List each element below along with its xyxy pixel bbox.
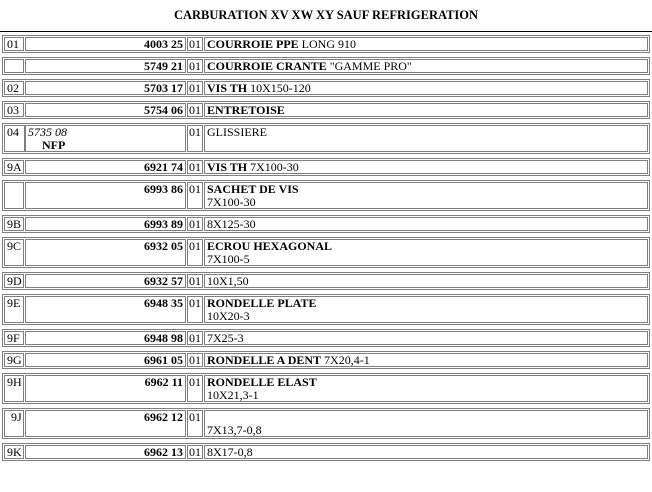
part-ref: 6993 86 [25,182,186,209]
table-row [2,57,650,75]
part-desc [204,125,648,152]
table-row [2,79,650,97]
row-index: 01 [4,37,24,51]
part-desc [204,296,648,323]
part-desc [204,160,648,174]
part-detail: "GAMME PRO" [329,59,412,73]
part-detail: 7X100-30 [250,160,299,174]
part-ref: 5703 17 [25,81,186,95]
row-index: 04 [4,125,25,152]
row-index: 03 [4,103,24,117]
part-name: RONDELLE A DENT [207,353,322,367]
row-index: 9H [4,375,24,402]
page-title: CARBURATION XV XW XY SAUF REFRIGERATION [0,0,652,32]
row-index: 9C [4,239,24,266]
table-row [2,329,650,347]
table-row [2,373,650,404]
part-detail: 10X150-120 [250,81,311,95]
part-name: RONDELLE ELAST [207,375,317,389]
part-detail: 7X100-5 [207,252,250,266]
table-row [2,123,650,154]
part-qty: 01 [189,81,201,95]
row-index: 9F [4,331,24,345]
row-index: 02 [4,81,24,95]
part-name: RONDELLE PLATE [207,296,317,310]
part-qty: 01 [189,37,201,51]
part-desc [204,331,648,345]
part-detail: LONG 910 [301,37,356,51]
table-row [2,180,650,211]
part-qty: 01 [189,59,201,73]
part-qty: 01 [189,217,201,231]
part-desc [204,59,648,73]
row-index [4,59,24,73]
part-detail: 8X125-30 [207,217,256,231]
part-qty: 01 [189,445,201,459]
part-ref: 6948 98 [25,331,186,345]
part-desc [204,239,648,266]
row-index: 9D [4,274,24,288]
part-detail: 10X20-3 [207,309,250,323]
part-desc [204,274,648,288]
part-desc [204,182,648,209]
part-ref: 4003 25 [25,37,186,51]
part-ref: 6948 35 [25,296,186,323]
part-detail: 10X1,50 [207,274,249,288]
part-desc [204,103,648,117]
part-detail: 7X20,4-1 [324,353,370,367]
part-detail: 10X21,3-1 [207,388,259,402]
part-qty: 01 [187,410,203,437]
part-ref: 5735 08 [28,125,67,139]
part-name: ENTRETOISE [207,103,285,117]
part-detail: 7X25-3 [207,331,244,345]
row-index: 9K [4,445,24,459]
part-qty: 01 [189,160,201,174]
part-desc [204,445,648,459]
part-desc [204,81,648,95]
part-detail: 7X13,7-0,8 [207,423,262,437]
part-ref: 6962 13 [25,445,186,459]
row-index: 9B [4,217,24,231]
table-row [2,443,650,461]
table-row [2,237,650,268]
part-qty: 01 [187,296,203,323]
part-desc [204,353,648,367]
part-ref: 6962 11 [25,375,186,402]
row-index: 9J [4,410,24,437]
part-name: VIS TH [207,160,248,174]
part-qty: 01 [187,182,203,209]
part-ref: 6932 05 [25,239,186,266]
table-row [2,408,650,439]
part-desc [204,37,648,51]
part-detail: 7X100-30 [207,195,256,209]
row-index [4,182,24,209]
part-qty: 01 [187,239,203,266]
part-qty: 01 [189,331,201,345]
table-row [2,351,650,369]
part-ref: 6961 05 [25,353,186,367]
row-index: 9G [4,353,24,367]
nfp-note: NFP [42,138,66,152]
part-ref: 6932 57 [25,274,186,288]
part-qty: 01 [187,375,203,402]
part-name: COURROIE PPE [207,37,299,51]
part-ref: 6921 74 [25,160,186,174]
part-qty: 01 [189,103,201,117]
part-desc [204,375,648,402]
part-ref: 6962 12 [25,410,186,437]
table-row [2,101,650,119]
part-ref: 5749 21 [25,59,186,73]
part-name: GLISSIERE [207,125,267,139]
part-name: VIS TH [207,81,248,95]
table-row [2,272,650,290]
part-qty: 01 [189,353,201,367]
part-desc [204,217,648,231]
table-row [2,294,650,325]
part-qty: 01 [189,274,201,288]
part-ref: 6993 89 [25,217,186,231]
part-detail: 8X17-0,8 [207,445,253,459]
part-desc [204,410,648,437]
part-name: ECROU HEXAGONAL [207,239,333,253]
parts-table [2,35,650,465]
part-ref: 5754 06 [25,103,186,117]
table-row [2,35,650,53]
part-name: COURROIE CRANTE [207,59,327,73]
table-row [2,158,650,176]
table-row [2,215,650,233]
row-index: 9E [4,296,24,323]
part-qty: 01 [187,125,203,152]
row-index: 9A [4,160,24,174]
part-name: SACHET DE VIS [207,182,299,196]
part-ref-cell [25,125,186,152]
